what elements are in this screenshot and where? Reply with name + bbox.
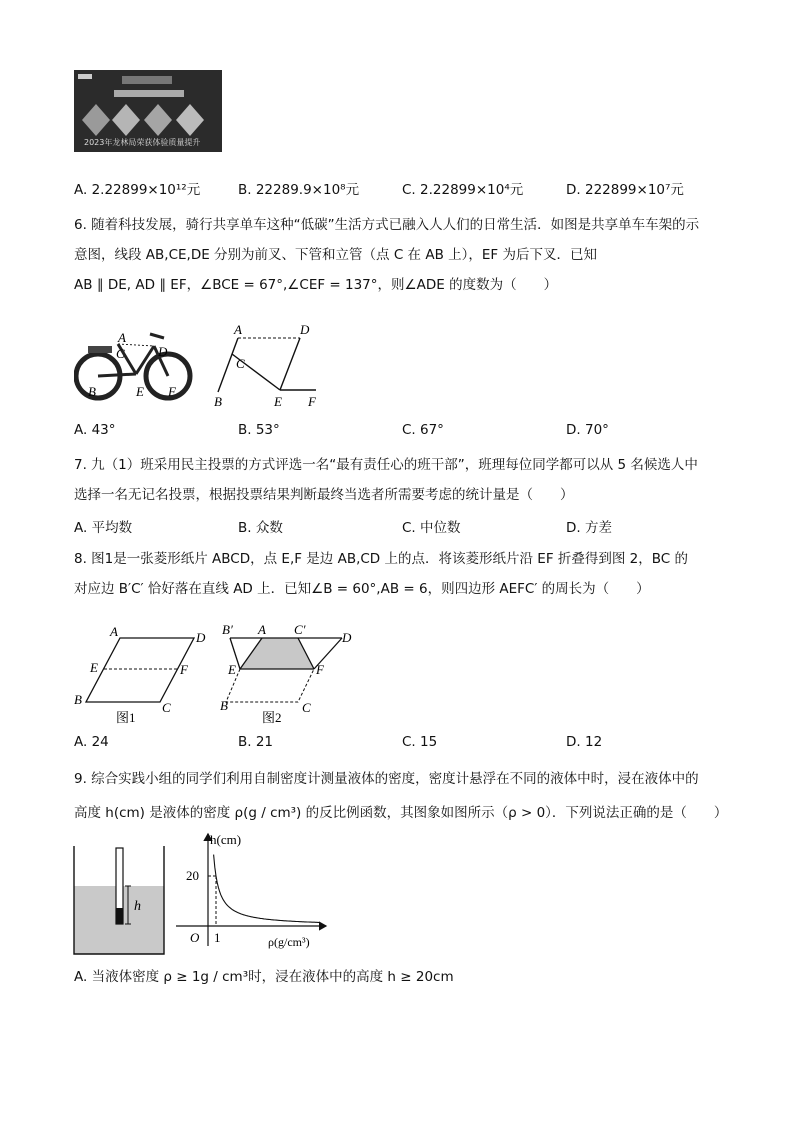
q5-option-b: B. 22289.9×10⁸元	[238, 182, 360, 198]
q8-option-d: D. 12	[566, 734, 603, 750]
q8-option-b: B. 21	[238, 734, 274, 750]
fig1-caption: 图1	[116, 710, 136, 725]
rhombus-abcd	[86, 638, 194, 702]
curve-h-20-over-rho	[214, 855, 320, 923]
fig1-label-b: B	[74, 692, 82, 707]
fig2-label-f: F	[316, 662, 324, 677]
frame-label-b: B	[214, 394, 222, 409]
q8-text	[74, 544, 734, 604]
segment-de	[280, 338, 300, 390]
q6-option-c: C. 67°	[402, 422, 444, 438]
figure-2-folded	[218, 622, 368, 726]
fig2-label-e: E	[228, 662, 236, 677]
q7-text	[74, 450, 734, 510]
fig2-label-b: B	[220, 698, 228, 713]
beaker-label-h: h	[134, 899, 141, 914]
origin-label: O	[190, 930, 200, 945]
frame-label-a: A	[234, 322, 242, 337]
fig1-label-f: F	[180, 662, 188, 677]
figure-1-rhombus	[70, 622, 220, 726]
q7-option-d: D. 方差	[566, 520, 612, 536]
bike-label-c: C	[116, 346, 125, 361]
bicycle-figure	[74, 326, 200, 406]
frame-diagram	[210, 320, 336, 410]
fig1-label-a: A	[110, 624, 118, 639]
q7-option-a: A. 平均数	[74, 520, 133, 536]
inverse-function-graph	[172, 830, 332, 954]
frame-label-f: F	[308, 394, 316, 409]
q7-option-c: C. 中位数	[402, 520, 461, 536]
q6-option-b: B. 53°	[238, 422, 280, 438]
beaker-figure	[70, 842, 170, 958]
tick-label-1: 1	[214, 930, 221, 945]
q9-text	[74, 762, 734, 830]
q5-options	[74, 178, 774, 198]
fig2-label-d: D	[342, 630, 352, 645]
q6-options	[74, 422, 774, 438]
fig2-label-c-prime: C′	[294, 622, 306, 637]
q6-line1: 6. 随着科技发展，骑行共享单车这种“低碳”生活方式已融入人人们的日常生活．如图是共享单车车架的示	[74, 217, 700, 233]
q7-option-b: B. 众数	[238, 520, 283, 536]
q5-option-d: D. 222899×10⁷元	[566, 182, 684, 198]
q8-line1: 8. 图1是一张菱形纸片 ABCD，点 E,F 是边 AB,CD 上的点．将该菱形纸片沿 EF 折叠得到图 2，BC 的	[74, 551, 688, 567]
q6-text	[74, 210, 734, 300]
q9-option-a: A. 当液体密度 ρ ≥ 1g / cm³时，浸在液体中的高度 h ≥ 20cm	[74, 969, 454, 985]
q8-line2: 对应边 B′C′ 恰好落在直线 AD 上．已知∠B = 60°,AB = 6，则四边形 AEFC′ 的周长为（ ）	[74, 581, 650, 597]
bike-label-e: E	[136, 384, 144, 399]
original-position-dashed	[226, 669, 314, 702]
q5-option-a: A. 2.22899×10¹²元	[74, 182, 201, 198]
segment-ab	[218, 338, 238, 392]
fig1-label-d: D	[196, 630, 206, 645]
fig2-caption: 图2	[262, 710, 282, 725]
fig1-label-c: C	[162, 700, 171, 715]
q5-photo	[74, 70, 222, 152]
fig1-label-e: E	[90, 660, 98, 675]
frame-label-d: D	[300, 322, 310, 337]
fig2-label-a: A	[258, 622, 266, 637]
q8-option-a: A. 24	[74, 734, 109, 750]
q9-line1: 9. 综合实践小组的同学们利用自制密度计测量液体的密度，密度计悬浮在不同的液体中时，浸在液体中的	[74, 771, 699, 787]
fig2-label-b-prime: B′	[222, 622, 233, 637]
q7-line1: 7. 九（1）班采用民主投票的方式评选一名“最有责任心的班干部”，班理每位同学都可以从 5 名候选人中	[74, 457, 698, 473]
q7-line2: 选择一名无记名投票，根据投票结果判断最终当选者所需要考虑的统计量是（ ）	[74, 487, 574, 503]
q6-line3: AB ∥ DE, AD ∥ EF，∠BCE = 67°,∠CEF = 137°，则∠ADE 的度数为（ ）	[74, 277, 558, 293]
bike-label-d: D	[158, 344, 168, 359]
bike-label-f: F	[168, 384, 176, 399]
x-axis-label: ρ(g/cm³)	[268, 935, 310, 949]
q5-option-c: C. 2.22899×10⁴元	[402, 182, 524, 198]
bike-label-b: B	[88, 384, 96, 399]
bike-label-a: A	[118, 330, 126, 345]
q6-option-d: D. 70°	[566, 422, 609, 438]
photo-caption: 2023年龙林局荣获体验质量提升	[84, 138, 201, 147]
fig2-label-c: C	[302, 700, 311, 715]
q6-line2: 意图，线段 AB,CE,DE 分别为前叉、下管和立管（点 C 在 AB 上），EF 为后下叉．已知	[74, 247, 597, 263]
frame-label-c: C	[236, 356, 245, 371]
q8-options	[74, 734, 774, 750]
frame-label-e: E	[274, 394, 282, 409]
q9-line2: 高度 h(cm) 是液体的密度 ρ(g / cm³) 的反比例函数，其图象如图所示（ρ > 0）．下列说法正确的是（ ）	[74, 805, 728, 821]
y-axis-label: h(cm)	[210, 832, 242, 847]
q6-option-a: A. 43°	[74, 422, 116, 438]
tick-label-20: 20	[186, 868, 199, 883]
q8-option-c: C. 15	[402, 734, 438, 750]
q7-options	[74, 516, 774, 536]
